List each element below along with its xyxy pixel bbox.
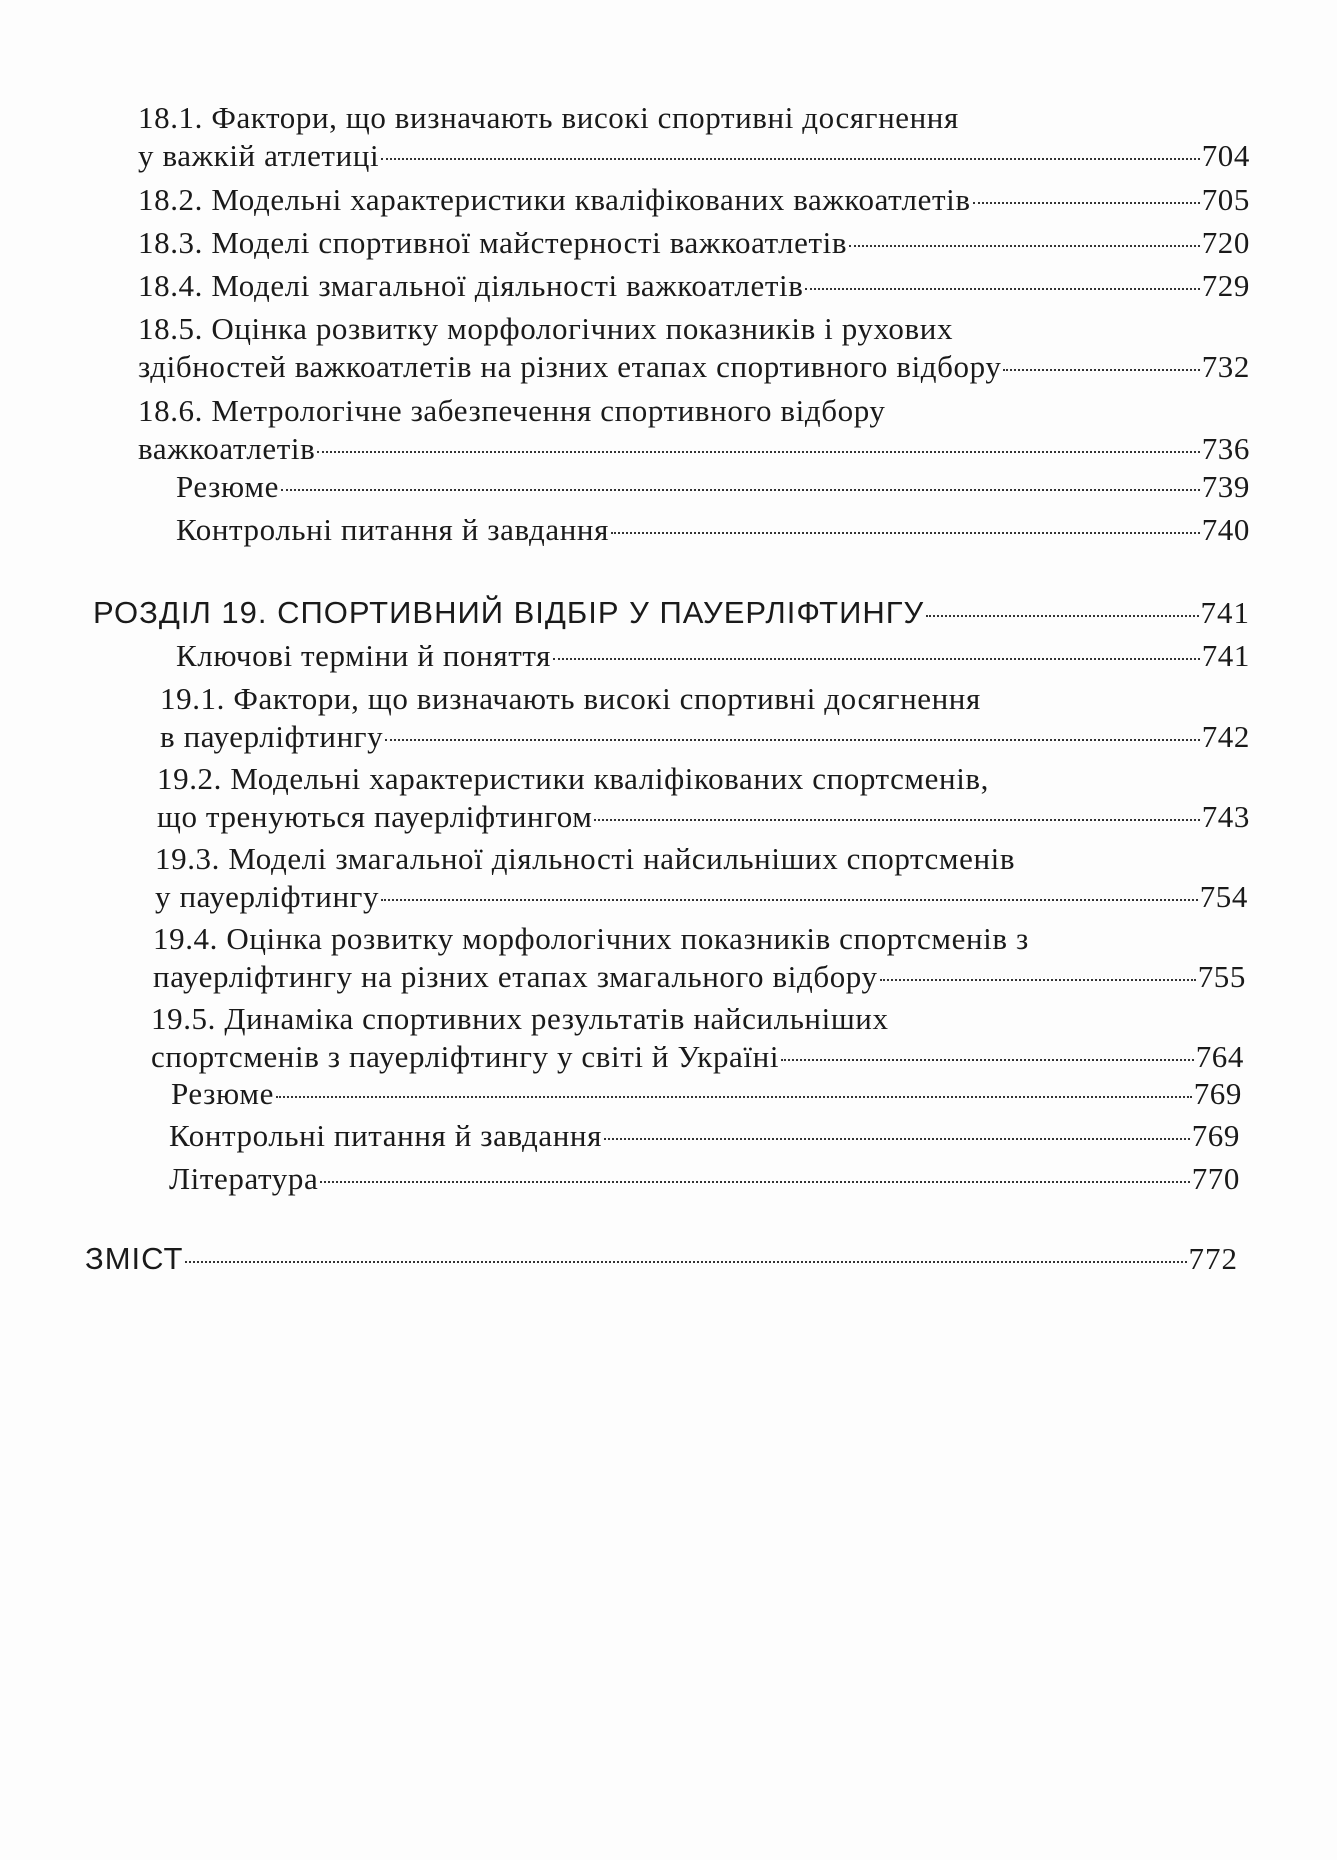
toc-entry-title: пауерліфтингу на різних етапах змагального відбору bbox=[153, 959, 878, 994]
toc-entry-title: у пауерліфтингу bbox=[155, 879, 380, 914]
page-number: 755 bbox=[1197, 959, 1246, 994]
page-number: 704 bbox=[1201, 138, 1250, 173]
toc-entry-title: важкоатлетів bbox=[138, 431, 316, 466]
toc-entry-18-questions[interactable] bbox=[176, 511, 1250, 549]
page-number: 772 bbox=[1188, 1241, 1238, 1276]
page-number: 729 bbox=[1201, 268, 1250, 303]
toc-entry-title: спортсменів з пауерліфтингу у світі й Україні bbox=[151, 1039, 780, 1074]
toc-entry-title: 18.1. Фактори, що визначають високі спортивні досягнення bbox=[138, 100, 959, 135]
toc-entry-title: Резюме bbox=[176, 469, 279, 504]
toc-entry-last-line bbox=[171, 1075, 1242, 1113]
toc-entry-last-line bbox=[138, 181, 1250, 219]
toc-entry-title-line bbox=[138, 392, 1250, 430]
toc-entry-title: 19.5. Динаміка спортивних результатів найсильніших bbox=[151, 1001, 889, 1036]
toc-entry-19-4[interactable] bbox=[153, 920, 1246, 996]
toc-entry-title: 19.2. Модельні характеристики кваліфікованих спортсменів, bbox=[157, 761, 989, 796]
dot-leader bbox=[317, 451, 1199, 453]
dot-leader bbox=[973, 202, 1200, 204]
toc-entry-last-line bbox=[138, 224, 1250, 262]
toc-chapter-title: РОЗДІЛ 19. СПОРТИВНИЙ ВІДБІР У ПАУЕРЛІФТИНГУ bbox=[93, 595, 925, 630]
toc-entry-title-line bbox=[160, 680, 1250, 718]
dot-leader bbox=[553, 658, 1200, 660]
toc-entry-last-line bbox=[155, 878, 1248, 916]
toc-contents[interactable] bbox=[85, 1240, 1238, 1278]
page-number: 743 bbox=[1201, 799, 1250, 834]
dot-leader bbox=[381, 899, 1198, 901]
toc-entry-title: 18.2. Модельні характеристики кваліфікованих важкоатлетів bbox=[138, 182, 971, 217]
dot-leader bbox=[185, 1261, 1186, 1263]
toc-entry-last-line bbox=[176, 637, 1250, 675]
toc-entry-18-5[interactable] bbox=[138, 310, 1250, 386]
toc-entry-last-line bbox=[138, 267, 1250, 305]
page-number: 769 bbox=[1191, 1118, 1240, 1153]
page-number: 720 bbox=[1201, 225, 1250, 260]
toc-entry-19-summary[interactable] bbox=[171, 1075, 1242, 1113]
toc-entry-last-line bbox=[153, 958, 1246, 996]
page-number: 736 bbox=[1201, 431, 1250, 466]
dot-leader bbox=[849, 245, 1200, 247]
dot-leader bbox=[1003, 369, 1199, 371]
dot-leader bbox=[880, 979, 1196, 981]
page-number: 732 bbox=[1201, 349, 1250, 384]
toc-entry-19-2[interactable] bbox=[157, 760, 1250, 836]
dot-leader bbox=[781, 1059, 1194, 1061]
toc-entry-title: Резюме bbox=[171, 1076, 274, 1111]
page-number: 740 bbox=[1201, 512, 1250, 547]
dot-leader bbox=[276, 1096, 1192, 1098]
toc-entry-title: у важкій атлетиці bbox=[138, 138, 380, 173]
toc-entry-19-3[interactable] bbox=[155, 840, 1248, 916]
page-number: 739 bbox=[1201, 469, 1250, 504]
dot-leader bbox=[611, 532, 1200, 534]
toc-entry-title: 19.4. Оцінка розвитку морфологічних показників спортсменів з bbox=[153, 921, 1029, 956]
toc-entry-18-2[interactable] bbox=[138, 181, 1250, 219]
toc-entry-title: 19.1. Фактори, що визначають високі спортивні досягнення bbox=[160, 681, 981, 716]
toc-entry-title: 19.3. Моделі змагальної діяльності найсильніших спортсменів bbox=[155, 841, 1016, 876]
toc-entry-title-line bbox=[153, 920, 1246, 958]
page-number: 741 bbox=[1201, 638, 1250, 673]
dot-leader bbox=[594, 819, 1199, 821]
page-number: 769 bbox=[1193, 1076, 1242, 1111]
toc-entry-title: Література bbox=[169, 1161, 319, 1196]
dot-leader bbox=[805, 288, 1199, 290]
page-number: 742 bbox=[1201, 719, 1250, 754]
toc-chapter-19[interactable] bbox=[93, 594, 1250, 632]
dot-leader bbox=[604, 1138, 1190, 1140]
page-number: 754 bbox=[1199, 879, 1248, 914]
toc-entry-title: в пауерліфтингу bbox=[160, 719, 384, 754]
toc-entry-title: що тренуються пауерліфтингом bbox=[157, 799, 593, 834]
toc-entry-title-line bbox=[138, 310, 1250, 348]
toc-entry-last-line bbox=[138, 137, 1250, 175]
toc-entry-last-line bbox=[93, 594, 1250, 632]
toc-entry-19-questions[interactable] bbox=[169, 1117, 1240, 1155]
toc-entry-title-line bbox=[138, 99, 1250, 137]
toc-entry-last-line bbox=[85, 1240, 1238, 1278]
page-number: 705 bbox=[1201, 182, 1250, 217]
toc-entry-title: Контрольні питання й завдання bbox=[169, 1118, 602, 1153]
toc-entry-last-line bbox=[151, 1038, 1244, 1076]
toc-entry-last-line bbox=[169, 1117, 1240, 1155]
dot-leader bbox=[381, 158, 1200, 160]
toc-entry-18-summary[interactable] bbox=[176, 468, 1250, 506]
toc-entry-19-literature[interactable] bbox=[169, 1160, 1240, 1198]
page-number: 764 bbox=[1195, 1039, 1244, 1074]
toc-entry-18-3[interactable] bbox=[138, 224, 1250, 262]
toc-entry-18-6[interactable] bbox=[138, 392, 1250, 468]
toc-entry-19-keywords[interactable] bbox=[176, 637, 1250, 675]
toc-entry-title-line bbox=[157, 760, 1250, 798]
toc-entry-last-line bbox=[176, 511, 1250, 549]
dot-leader bbox=[281, 489, 1200, 491]
toc-entry-title: Ключові терміни й поняття bbox=[176, 638, 551, 673]
dot-leader bbox=[385, 739, 1199, 741]
dot-leader bbox=[320, 1181, 1189, 1183]
page-number: 741 bbox=[1200, 595, 1250, 630]
toc-entry-last-line bbox=[160, 718, 1250, 756]
toc-entry-title-line bbox=[155, 840, 1248, 878]
toc-entry-18-4[interactable] bbox=[138, 267, 1250, 305]
toc-entry-title: 18.4. Моделі змагальної діяльності важкоатлетів bbox=[138, 268, 804, 303]
toc-entry-last-line bbox=[176, 468, 1250, 506]
toc-entry-title: 18.3. Моделі спортивної майстерності важкоатлетів bbox=[138, 225, 848, 260]
page-number: 770 bbox=[1191, 1161, 1240, 1196]
toc-entry-title: Контрольні питання й завдання bbox=[176, 512, 609, 547]
toc-chapter-title: ЗМІСТ bbox=[85, 1241, 184, 1276]
toc-entry-title: 18.5. Оцінка розвитку морфологічних показників і рухових bbox=[138, 311, 954, 346]
toc-entry-19-5[interactable] bbox=[151, 1000, 1244, 1076]
dot-leader bbox=[926, 615, 1198, 617]
toc-entry-last-line bbox=[169, 1160, 1240, 1198]
toc-entry-last-line bbox=[138, 430, 1250, 468]
toc-entry-last-line bbox=[157, 798, 1250, 836]
toc-entry-title: 18.6. Метрологічне забезпечення спортивного відбору bbox=[138, 393, 886, 428]
toc-entry-last-line bbox=[138, 348, 1250, 386]
toc-entry-title-line bbox=[151, 1000, 1244, 1038]
toc-entry-title: здібностей важкоатлетів на різних етапах спортивного відбору bbox=[138, 349, 1002, 384]
toc-entry-19-1[interactable] bbox=[160, 680, 1250, 756]
toc-entry-18-1[interactable] bbox=[138, 99, 1250, 175]
